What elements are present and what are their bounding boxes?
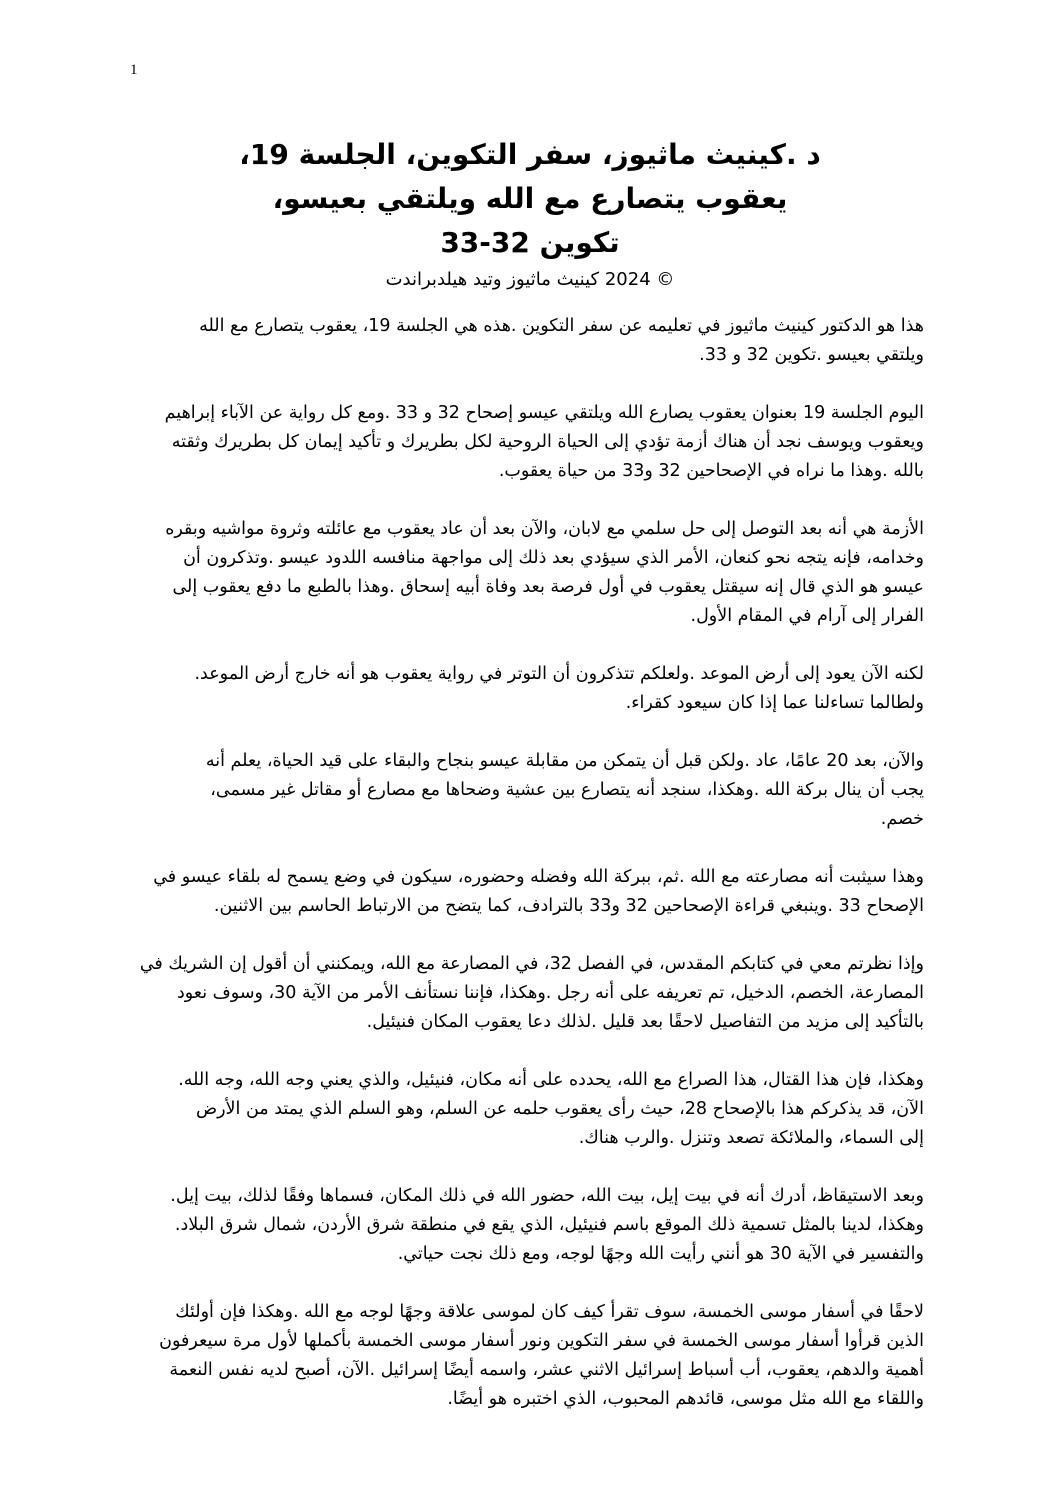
paragraph-line: الذين قرأوا أسفار موسى الخمسة في سفر التكوين ونور أسفار موسى الخمسة بأكملها لأول مرة سيعرفون xyxy=(159,1331,924,1351)
paragraph-line: بالتأكيد إلى مزيد من التفاصيل لاحقًا بعد قليل .لذلك دعا يعقوب المكان فنيئيل. xyxy=(366,1012,924,1032)
paragraph-line: ويعقوب ويوسف نجد أن هناك أزمة تؤدي إلى الحياة الروحية لكل بطريرك و تأكيد إيمان كل بطريرك وثقته xyxy=(171,432,924,452)
paragraph-line: لاحقًا في أسفار موسى الخمسة، سوف تقرأ كيف كان لموسى علاقة وجهًا لوجه مع الله .وهكذا فإن أولئك xyxy=(175,1302,924,1322)
paragraph-line: الآن، قد يذكركم هذا بالإصحاح 28، حيث رأى يعقوب حلمه عن السلم، وهو السلم الذي يمتد من الأرض xyxy=(195,1099,924,1119)
paragraph-line: واللقاء مع الله مثل موسى، قائدهم المحبوب، الذي اختبره هو أيضًا. xyxy=(447,1389,924,1409)
paragraph-line: وخدامه، فإنه يتجه نحو كنعان، الأمر الذي سيؤدي بعد ذلك إلى مواجهة منافسه اللدود عيسو .وتذكرون أن xyxy=(183,548,924,568)
paragraph-line: إلى السماء، والملائكة تصعد وتنزل .والرب هناك. xyxy=(578,1128,924,1148)
paragraph xyxy=(130,312,924,370)
paragraph-line: وهكذا، فإن هذا القتال، هذا الصراع مع الله، يحدده على أنه مكان، فنيئيل، والذي يعني وجه الله، وجه الله. xyxy=(178,1070,924,1090)
paragraph xyxy=(130,950,924,1037)
document-title xyxy=(140,133,920,293)
paragraph xyxy=(130,399,924,486)
paragraph-line: بالله .وهذا ما نراه في الإصحاحين 32 و33 من حياة يعقوب. xyxy=(498,461,924,481)
paragraph-line: أهمية والدهم، يعقوب، أب أسباط إسرائيل الاثني عشر، واسمه أيضًا إسرائيل .الآن، أصبح لديه نفس النعمة xyxy=(169,1360,924,1380)
paragraph-line: والتفسير في الآية 30 هو أنني رأيت الله وجهًا لوجه، ومع ذلك نجت حياتي. xyxy=(397,1244,924,1264)
paragraph-line: اليوم الجلسة 19 بعنوان يعقوب يصارع الله ويلتقي عيسو إصحاح 32 و 33 .ومع كل رواية عن الآباء إبراهيم xyxy=(164,403,924,423)
copyright-notice: © 2024 كينيث ماثيوز وتيد هيلدبراندت xyxy=(385,269,675,290)
paragraph-line: ولطالما تساءلنا عما إذا كان سيعود كقراء. xyxy=(625,693,924,713)
title-line-2: يعقوب يتصارع مع الله ويلتقي بعيسو، xyxy=(272,182,788,215)
paragraph-line: لكنه الآن يعود إلى أرض الموعد .ولعلكم تتذكرون أن التوتر في رواية يعقوب هو أنه خارج أرض الموعد. xyxy=(194,664,924,684)
paragraph-line: الفرار إلى آرام في المقام الأول. xyxy=(690,606,924,626)
paragraph xyxy=(130,1066,924,1153)
paragraph-line: وهكذا، لدينا بالمثل تسمية ذلك الموقع باسم فنيئيل، الذي يقع في منطقة شرق الأردن، شمال شرق البلاد. xyxy=(174,1215,924,1235)
paragraph-line: المصارعة، الخصم، الدخيل، تم تعريفه على أنه رجل .وهكذا، فإننا نستأنف الأمر من الآية 30، وسوف نعود xyxy=(176,983,924,1003)
paragraph-line: والآن، بعد 20 عامًا، عاد .ولكن قبل أن يتمكن من مقابلة عيسو بنجاح والبقاء على قيد الحياة، يعلم أنه xyxy=(205,751,924,771)
paragraph-line: الإصحاح 33 .وينبغي قراءة الإصحاحين 32 و33 بالترادف، كما يتضح من الارتباط الحاسم بين الاثنين. xyxy=(213,896,924,916)
paragraph-line: يجب أن ينال بركة الله .وهكذا، سنجد أنه يتصارع بين عشية وضحاها مع مصارع أو مقاتل غير مسمى، xyxy=(210,780,924,800)
paragraph xyxy=(130,747,924,834)
title-line-1: د .كينيث ماثيوز، سفر التكوين، الجلسة 19، xyxy=(239,138,821,171)
paragraph xyxy=(130,515,924,631)
paragraph xyxy=(130,1182,924,1269)
paragraph-line: عيسو هو الذي قال إنه سيقتل يعقوب في أول فرصة بعد وفاة أبيه إسحاق .وهذا بالطبع ما دفع يعقوب إلى xyxy=(172,577,924,597)
page-number: 1 xyxy=(130,62,138,78)
title-line-3: تكوين 32-33 xyxy=(440,226,620,259)
paragraph-line: خصم. xyxy=(880,809,924,829)
paragraph xyxy=(130,863,924,921)
document-body xyxy=(130,312,924,1443)
paragraph-line: ويلتقي بعيسو .تكوين 32 و 33. xyxy=(699,345,924,365)
paragraph-line: وبعد الاستيقاظ، أدرك أنه في بيت إيل، بيت الله، حضور الله في ذلك المكان، فسماها وفقًا لذلك، بيت إيل. xyxy=(170,1186,924,1206)
paragraph-line: وهذا سيثبت أنه مصارعته مع الله .ثم، ببركة الله وفضله وحضوره، سيكون في وضع يسمح له بلقاء عيسو في xyxy=(153,867,924,887)
paragraph xyxy=(130,660,924,718)
paragraph-line: وإذا نظرتم معي في كتابكم المقدس، في الفصل 32، في المصارعة مع الله، ويمكنني أن أقول إن الشريك في xyxy=(139,954,924,974)
paragraph-line: الأزمة هي أنه بعد التوصل إلى حل سلمي مع لابان، والآن بعد أن عاد يعقوب مع عائلته وثروة مواشيه وبقره xyxy=(165,519,924,539)
paragraph xyxy=(130,1298,924,1414)
paragraph-line: هذا هو الدكتور كينيث ماثيوز في تعليمه عن سفر التكوين .هذه هي الجلسة 19، يعقوب يتصارع مع الله xyxy=(199,316,924,336)
